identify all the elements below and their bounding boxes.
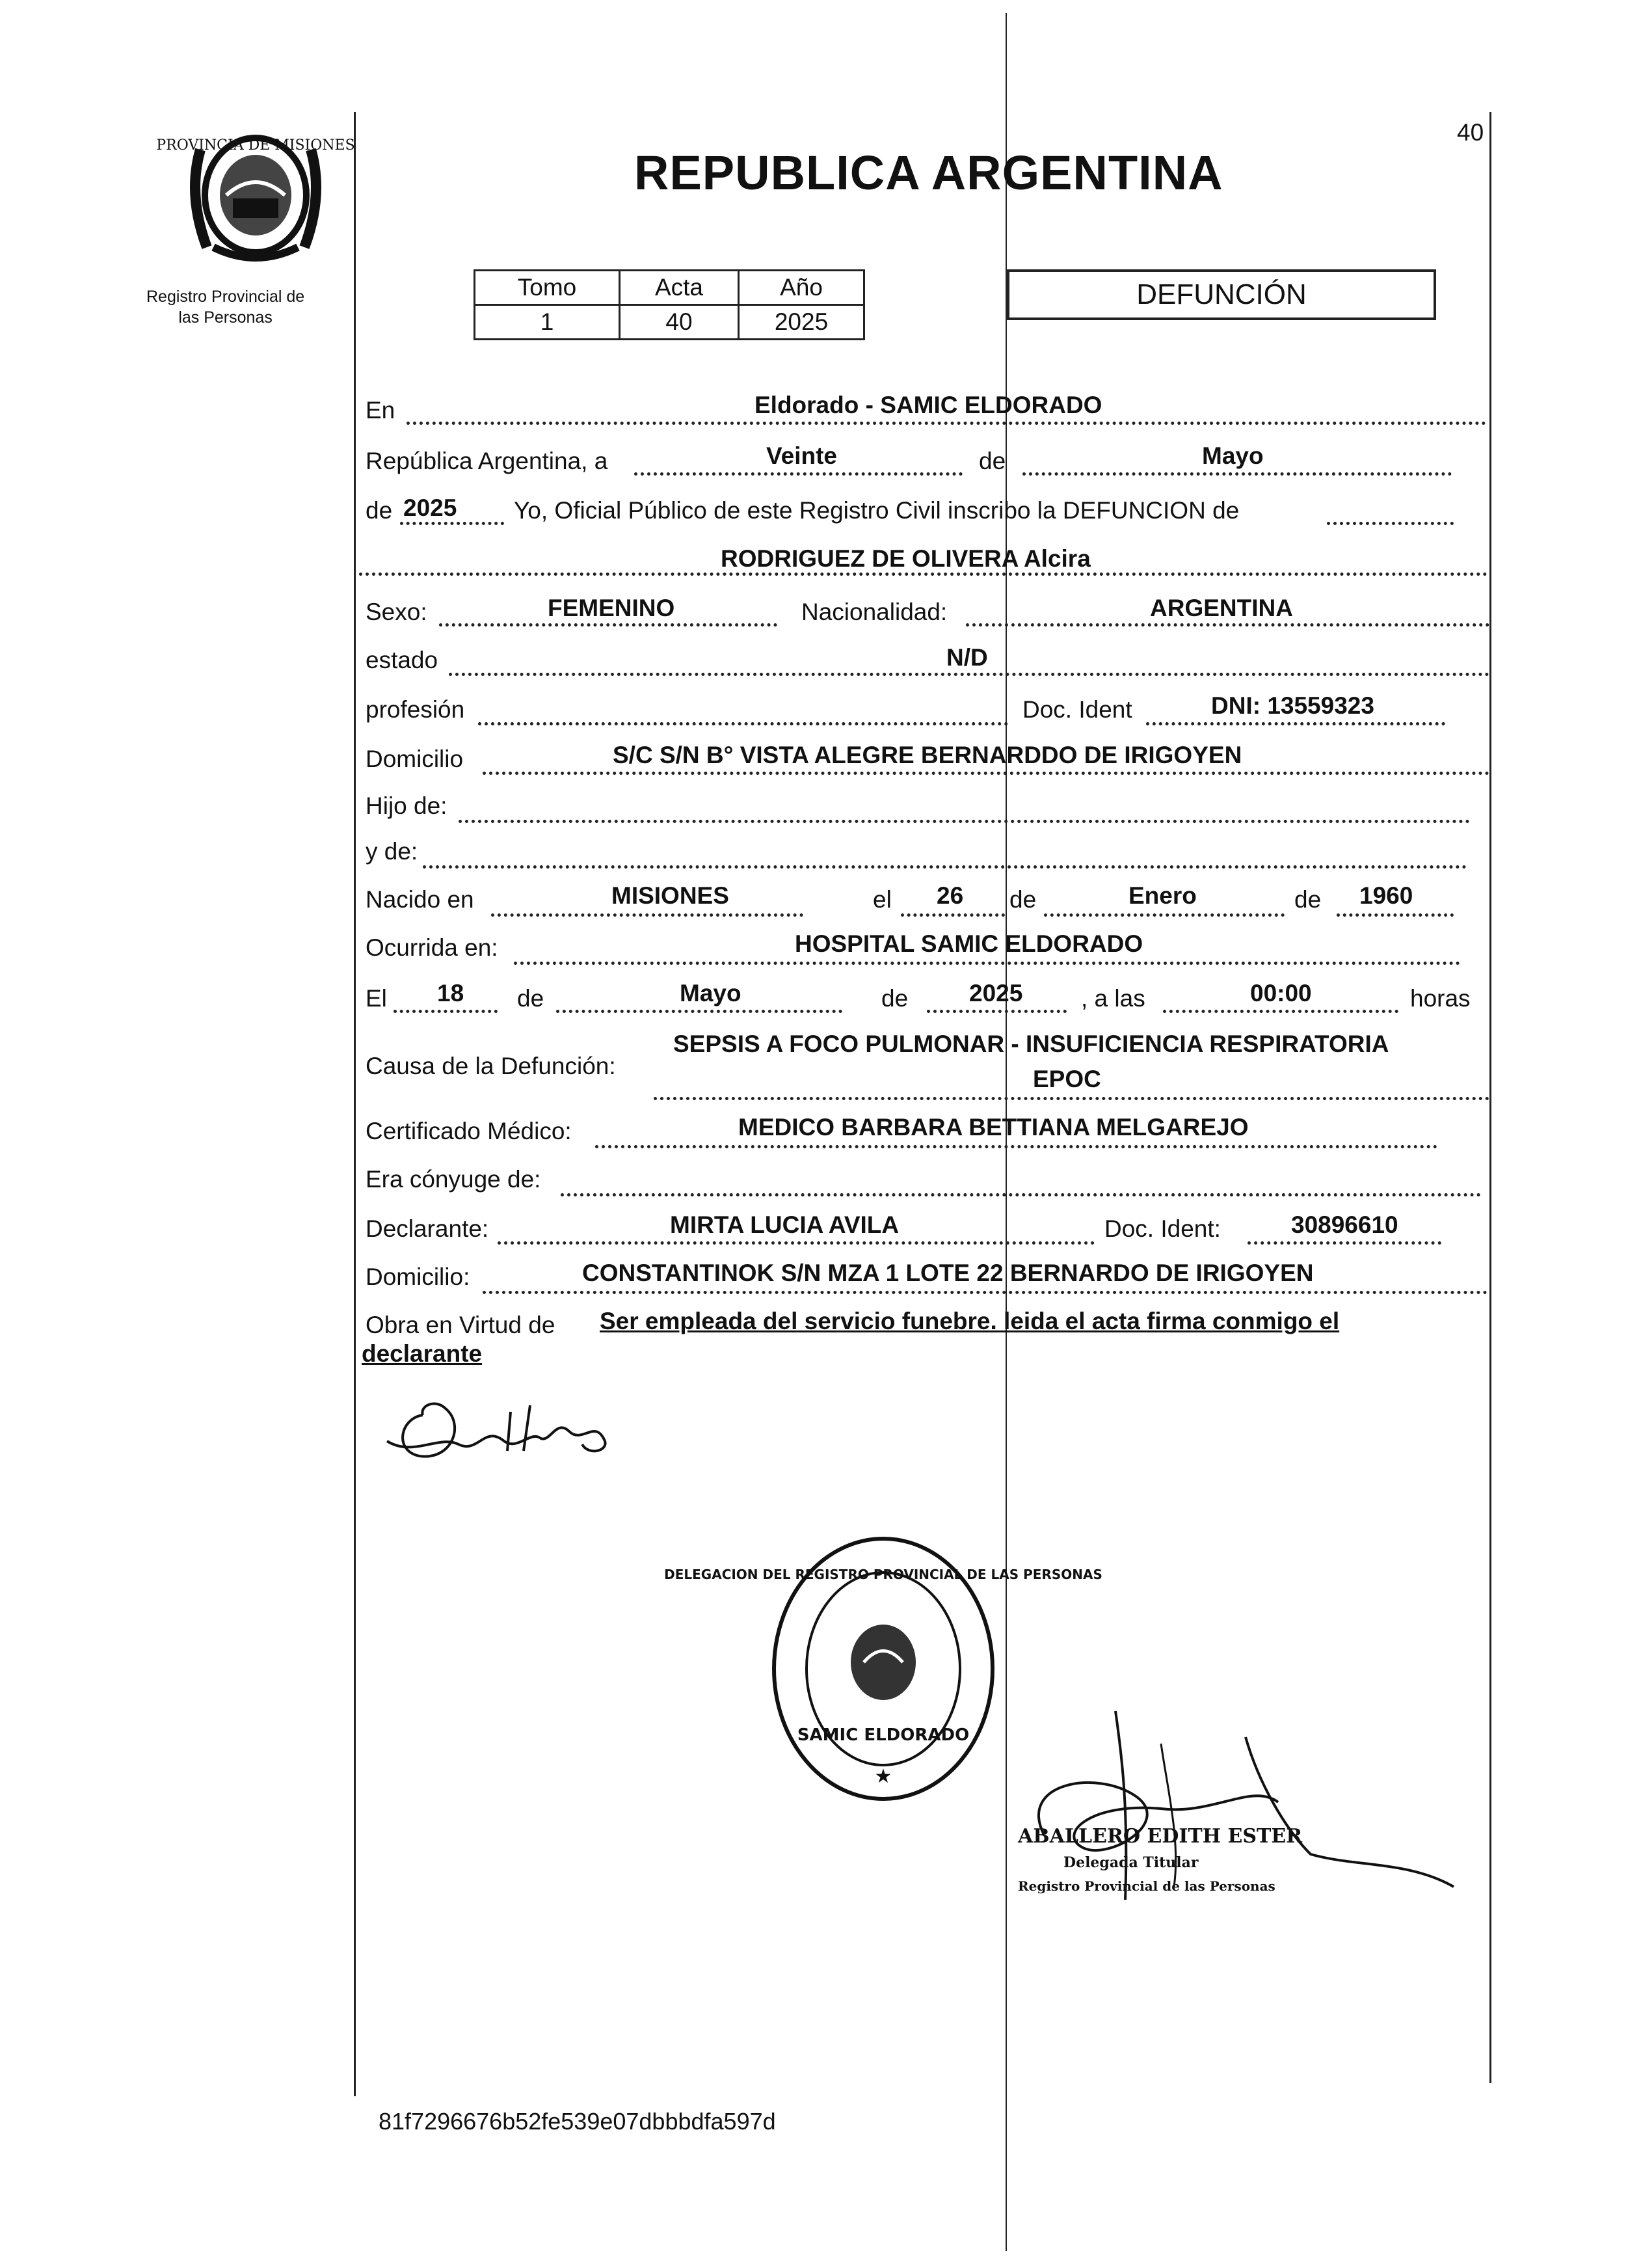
label-conyuge: Era cónyuge de: bbox=[366, 1166, 541, 1193]
value-anio: 2025 bbox=[403, 494, 457, 521]
value-fall-dia: 18 bbox=[437, 980, 464, 1006]
dotted-line bbox=[449, 673, 1489, 676]
label-obra: Obra en Virtud de bbox=[366, 1312, 555, 1338]
table-cell: 1 bbox=[475, 305, 620, 340]
official-stamp bbox=[664, 1532, 1102, 1805]
registry-label: Registro Provincial de las Personas bbox=[146, 288, 305, 327]
dotted-line bbox=[966, 623, 1489, 627]
left-margin-line bbox=[354, 112, 356, 2096]
label-horas: horas bbox=[1410, 985, 1471, 1012]
value-causa-1: SEPSIS A FOCO PULMONAR - INSUFICIENCIA RESPIRATORIA bbox=[673, 1031, 1389, 1057]
dotted-line bbox=[927, 1010, 1067, 1013]
value-obra-2: declarante bbox=[362, 1340, 483, 1367]
value-lugar: Eldorado - SAMIC ELDORADO bbox=[754, 392, 1102, 418]
dotted-line bbox=[1022, 472, 1452, 476]
seal-text: PROVINCIA DE MISIONES bbox=[156, 137, 355, 154]
declarant-signature bbox=[374, 1379, 634, 1477]
label-el: el bbox=[873, 886, 892, 913]
label-El: El bbox=[366, 985, 387, 1012]
dotted-line bbox=[1337, 913, 1454, 917]
dotted-line bbox=[595, 1145, 1437, 1148]
value-domicilio: S/C S/N B° VISTA ALEGRE BERNARDDO DE IRIGOYEN bbox=[613, 742, 1242, 768]
value-causa-2: EPOC bbox=[1033, 1066, 1101, 1092]
record-table bbox=[474, 269, 865, 340]
value-hora: 00:00 bbox=[1250, 980, 1312, 1006]
label-de: de bbox=[366, 497, 393, 524]
value-declarante-doc: 30896610 bbox=[1291, 1211, 1398, 1238]
value-mes: Mayo bbox=[1202, 442, 1264, 469]
dotted-line bbox=[654, 1097, 1489, 1100]
value-nombre: RODRIGUEZ DE OLIVERA Alcira bbox=[721, 545, 1091, 572]
value-nac-mes: Enero bbox=[1128, 882, 1197, 909]
right-margin-line bbox=[1489, 112, 1491, 2083]
label-a-las: , a las bbox=[1081, 985, 1145, 1012]
dotted-line bbox=[483, 1291, 1488, 1294]
dotted-line bbox=[483, 772, 1489, 775]
stamp-inner-text: SAMIC ELDORADO bbox=[797, 1725, 970, 1745]
dotted-line bbox=[556, 1010, 842, 1013]
label-de: de bbox=[1009, 886, 1037, 913]
official-office: Registro Provincial de las Personas bbox=[1018, 1878, 1275, 1894]
label-profesion: profesión bbox=[366, 696, 465, 723]
dotted-line bbox=[423, 865, 1467, 869]
official-role: Delegada Titular bbox=[1063, 1854, 1199, 1871]
label-de: de bbox=[517, 985, 544, 1012]
label-nacido-en: Nacido en bbox=[366, 886, 474, 913]
value-certificado: MEDICO BARBARA BETTIANA MELGAREJO bbox=[738, 1114, 1249, 1141]
label-certificado: Certificado Médico: bbox=[366, 1118, 572, 1144]
value-nac-anio: 1960 bbox=[1359, 882, 1413, 909]
value-nacionalidad: ARGENTINA bbox=[1150, 595, 1293, 621]
value-fall-anio: 2025 bbox=[969, 980, 1023, 1006]
value-sexo: FEMENINO bbox=[548, 595, 675, 621]
label-en: En bbox=[366, 397, 395, 424]
label-causa: Causa de la Defunción: bbox=[366, 1053, 616, 1079]
dotted-line bbox=[901, 913, 1005, 917]
label-domicilio-2: Domicilio: bbox=[366, 1263, 470, 1290]
value-dia-texto: Veinte bbox=[766, 442, 837, 469]
svg-text:★: ★ bbox=[874, 1766, 892, 1787]
table-header: Tomo bbox=[475, 271, 620, 305]
dotted-line bbox=[459, 820, 1470, 823]
dotted-line bbox=[394, 1010, 498, 1013]
table-cell: 40 bbox=[620, 305, 739, 340]
value-ocurrida-en: HOSPITAL SAMIC ELDORADO bbox=[795, 930, 1143, 957]
value-nac-dia: 26 bbox=[937, 882, 964, 909]
dotted-line bbox=[478, 722, 1008, 725]
label-de: de bbox=[979, 448, 1006, 474]
dotted-line bbox=[498, 1241, 1095, 1245]
label-de: de bbox=[1294, 886, 1322, 913]
value-fall-mes: Mayo bbox=[680, 980, 741, 1006]
label-ocurrida-en: Ocurrida en: bbox=[366, 934, 498, 961]
table-header: Año bbox=[739, 271, 864, 305]
value-estado: N/D bbox=[946, 644, 988, 671]
label-estado: estado bbox=[366, 647, 438, 673]
label-de: de bbox=[881, 985, 909, 1012]
dotted-line bbox=[491, 913, 803, 917]
label-hijo-de: Hijo de: bbox=[366, 792, 447, 819]
label-yo: Yo, Oficial Público de este Registro Civil inscribo la DEFUNCION de bbox=[514, 497, 1240, 524]
label-sexo: Sexo: bbox=[366, 599, 427, 625]
dotted-line bbox=[439, 623, 777, 627]
dotted-line bbox=[1146, 722, 1445, 725]
value-obra-1: Ser empleada del servicio funebre. leida el acta firma conmigo el bbox=[600, 1308, 1340, 1334]
label-declarante: Declarante: bbox=[366, 1215, 489, 1242]
document-type-box: DEFUNCIÓN bbox=[1007, 269, 1436, 320]
dotted-line bbox=[514, 962, 1460, 965]
dotted-line bbox=[634, 472, 963, 476]
table-header: Acta bbox=[620, 271, 739, 305]
label-doc-ident-2: Doc. Ident: bbox=[1104, 1215, 1221, 1242]
label-y-de: y de: bbox=[366, 838, 418, 865]
document-hash: 81f7296676b52fe539e07dbbbdfa597d bbox=[379, 2108, 776, 2135]
label-doc-ident: Doc. Ident bbox=[1022, 696, 1132, 723]
dotted-line bbox=[1248, 1241, 1441, 1245]
dotted-line bbox=[1163, 1010, 1398, 1013]
dotted-line bbox=[400, 522, 504, 525]
stamp-ring-text: DELEGACION DEL REGISTRO PROVINCIAL DE LAS PERSONAS bbox=[664, 1567, 1102, 1582]
dotted-line bbox=[561, 1193, 1481, 1196]
dotted-line bbox=[1044, 913, 1285, 917]
label-domicilio: Domicilio bbox=[366, 746, 464, 772]
dotted-line bbox=[1327, 522, 1454, 525]
official-signature bbox=[1005, 1705, 1460, 1913]
dotted-line bbox=[359, 573, 1488, 576]
provincial-seal-icon bbox=[156, 124, 355, 273]
table-cell: 2025 bbox=[739, 305, 864, 340]
page-number: 40 bbox=[1457, 119, 1484, 146]
value-nacido-en: MISIONES bbox=[611, 882, 729, 909]
official-name: ABALLERO EDITH ESTER bbox=[1018, 1825, 1303, 1848]
value-dni: DNI: 13559323 bbox=[1211, 692, 1374, 719]
label-republica: República Argentina, a bbox=[366, 448, 608, 474]
label-nacionalidad: Nacionalidad: bbox=[801, 599, 948, 625]
page-title: REPUBLICA ARGENTINA bbox=[634, 146, 1223, 200]
value-declarante: MIRTA LUCIA AVILA bbox=[670, 1211, 900, 1238]
dotted-line bbox=[407, 422, 1486, 425]
value-declarante-domicilio: CONSTANTINOK S/N MZA 1 LOTE 22 BERNARDO DE IRIGOYEN bbox=[582, 1260, 1314, 1286]
